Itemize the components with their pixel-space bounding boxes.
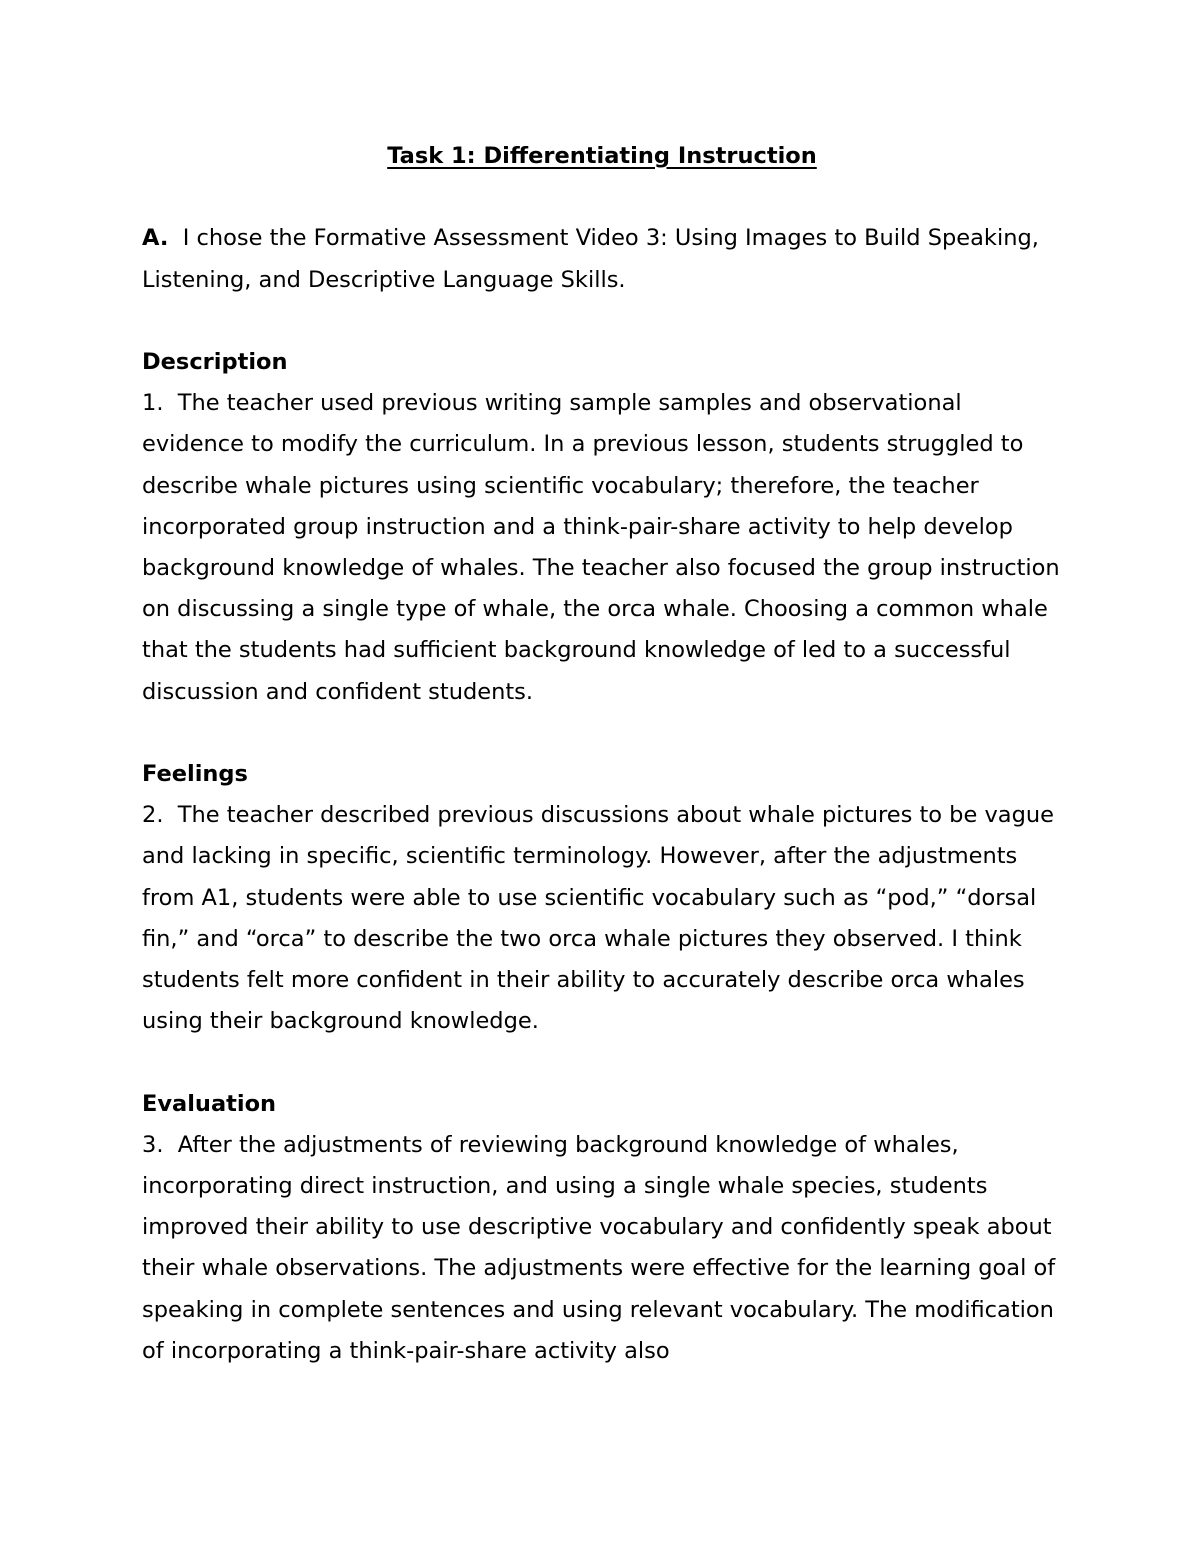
spacer <box>142 1042 1062 1083</box>
section-text: The teacher described previous discussions about whale pictures to be vague and lacking in specific, scientific terminology. However, after the adjustments from A1, students were able to use scientific vocabulary such as “pod,” “dorsal fin,” and “orca” to describe the two orca whale pictures they observed. I think students felt more confident in their ability to accurately describe orca whales using their background knowledge. <box>142 802 1054 1035</box>
document-title: Task 1: Differentiating Instruction <box>387 143 817 169</box>
section-text: After the adjustments of reviewing background knowledge of whales, incorporating direct instruction, and using a single whale species, students improved their ability to use descriptive vocabulary and confidently speak about their whale observations. The adjustments were effective for the learning goal of speaking in complete sentences and using relevant vocabulary. The modification of incorporating a think-pair-share activity also <box>142 1131 1056 1364</box>
section-number: 1. <box>142 390 164 417</box>
spacer <box>142 301 1062 342</box>
section-heading-feelings: Feelings <box>142 761 248 787</box>
section-heading-description: Description <box>142 348 288 375</box>
section-paragraph-evaluation <box>142 1125 1062 1372</box>
section-number: 3. <box>142 1131 164 1158</box>
spacer <box>142 713 1062 754</box>
intro-label: A. <box>142 225 169 252</box>
document-page <box>142 136 1062 1372</box>
section-heading-evaluation: Evaluation <box>142 1090 277 1117</box>
spacer <box>142 177 1062 218</box>
section-paragraph-feelings <box>142 795 1062 1042</box>
intro-paragraph <box>142 218 1062 300</box>
section-number: 2. <box>142 802 164 829</box>
intro-text: I chose the Formative Assessment Video 3: Using Images to Build Speaking, Listening, and Descriptive Language Skills. <box>142 225 1039 293</box>
section-paragraph-description <box>142 383 1062 713</box>
section-text: The teacher used previous writing sample samples and observational evidence to modify the curriculum. In a previous lesson, students struggled to describe whale pictures using scientific vocabulary; therefore, the teacher incorporated group instruction and a think-pair-share activity to help develop background knowledge of whales. The teacher also focused the group instruction on discussing a single type of whale, the orca whale. Choosing a common whale that the students had sufficient background knowledge of led to a successful discussion and confident students. <box>142 390 1060 705</box>
